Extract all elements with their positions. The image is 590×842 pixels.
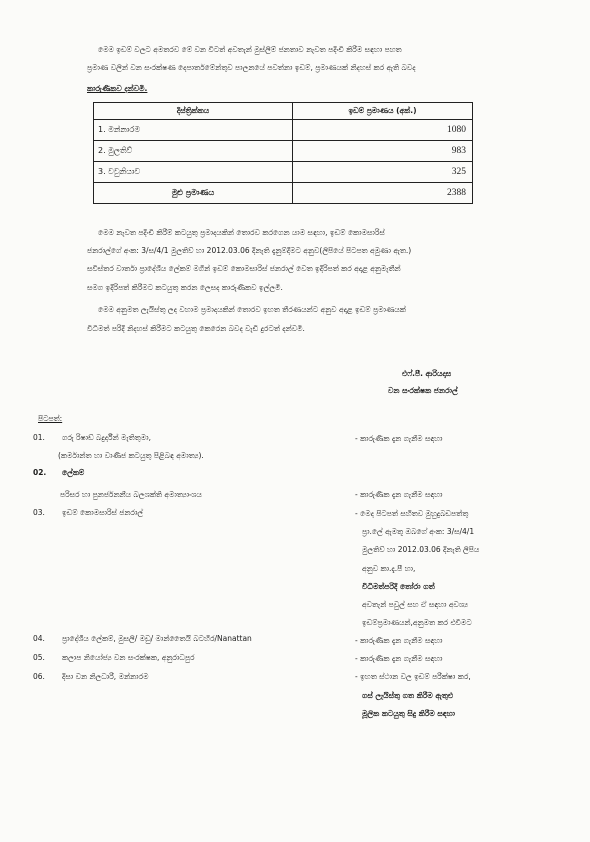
district-cell: 3. වවුනියාව xyxy=(94,162,293,183)
cc-item-purpose-continued: ප්‍රා.ලේ ඇමතූ ඔබගේ අංක: 3/ස/4/1 xyxy=(362,527,475,536)
para2-line-3: සවිස්තර වාර්තා ප්‍රාදේශීය ලේකම් මගින් ඉඩම් කොමසාරිස් ජනරාල් වෙත ඉදිරිපත් කර අදාළ අනුමැතීන් xyxy=(87,264,401,273)
cc-item-recipient: ඉඩම් කොමසාරිස් ජනරාල් xyxy=(62,508,144,517)
para3-line-2: විධිමත් පරිදි නිදහස් කිරීමට කටයුතු කෙරෙන බවද වැඩි දුරටත් දන්වමි. xyxy=(87,324,305,333)
cc-item-purpose: - මෙද පිටපත් සහිතව මුහුදුබඩපත්තු xyxy=(355,509,469,518)
para2-line-1: මෙම නැවත පදිංචි කිරීම් කටයුතු ප්‍රමාදයකින් තොරව කරගෙන යාම සඳහා, ඉඩම් කොමසාරිස් xyxy=(98,228,385,237)
cc-item-purpose: - කාරුණික දැන ගැනීම සඳහා xyxy=(355,654,443,663)
cc-item-purpose-continued: මූලික කටයුතු සිදු කිරීම සඳහා xyxy=(362,709,455,718)
cc-item-number: 04. xyxy=(33,634,45,643)
extent-column-header: ඉඩම් ප්‍රමාණය (අක්.) xyxy=(293,103,473,120)
extent-cell: 1080 xyxy=(293,120,473,141)
cc-item-purpose: - කාරුණික දැන ගැනීම සඳහා xyxy=(355,636,443,645)
cc-item-number: 02. xyxy=(33,468,47,477)
total-label-cell: මුළු ප්‍රමාණය xyxy=(94,183,293,204)
district-column-header: දිස්ත්‍රික්කය xyxy=(94,103,293,120)
cc-item-purpose: - කාරුණික දැන ගැනීම සඳහා xyxy=(355,490,443,499)
extent-cell: 325 xyxy=(293,162,473,183)
cc-item-purpose-continued: ඉඩම්ප්‍රමාණයන්,අනුමත කර එවීමට xyxy=(362,618,472,627)
table-total-row xyxy=(94,183,473,204)
cc-item-recipient: ප්‍රාදේශීය ලේකම්, මුසලි/ මඩු/ මාන්තෛයි බටහිර/Nanattan xyxy=(62,634,252,643)
cc-item-purpose-continued: විධිමත්පරිදි තෝරා ගත් xyxy=(362,582,435,591)
cc-item-recipient: කලාප නියෝජ්‍ය වන සංරක්ෂක, අනුරාධපුර xyxy=(62,653,195,662)
intro-line-3: කාරුණිකව දන්වමි. xyxy=(87,84,148,93)
cc-heading: පිටපත්: xyxy=(38,414,63,423)
para2-line-4: සමග ඉදිරිපත් කිරීමට කටයුතු කරන ලෙසද කාරුණිකව ඉල්ලමි. xyxy=(87,283,283,292)
cc-item-purpose-continued: අනුව කා.දැ.පී හා, xyxy=(362,564,416,573)
cc-item-purpose-continued: මුලතිව් හා 2012.03.06 දිනැති ලිපිය xyxy=(362,545,480,554)
cc-item-recipient-detail: පරිසර හා පුනර්ජනනීය බලශක්ති අමාත්‍යාංශය xyxy=(60,490,202,499)
cc-item-purpose: - ඉහත ස්ථාන වල ඉඩම් පරීක්ෂා කර, xyxy=(355,672,471,681)
para2-line-2: ජනරාල්ගේ අංක: 3/ස/4/1 මුලතිව් හා 2012.03.06 දිනැති දැනුම්දීමට අනුව(ලිපියේ පිටපත අමුණා ඇත.) xyxy=(87,246,412,255)
cc-item-recipient: ලේකම් xyxy=(62,468,85,477)
table-row xyxy=(94,162,473,183)
intro-line-2: ප්‍රමාණ වලින් වන සංරක්ෂණ දෙපාර්තමේන්තුව පාලනයේ පවත්නා ඉඩම්, ප්‍රමාණයක් නිදහස් කර ඇති බවද xyxy=(87,63,416,72)
total-value-cell: 2388 xyxy=(293,183,473,204)
table-row xyxy=(94,141,473,162)
para3-line-1: මෙම අනුමත ලැයිස්තු ලද වහාම ප්‍රමාදයකින් තොරව ඉහත තීරණයන්ට අනුව අදාළ ඉඩම් ප්‍රමාණයක් xyxy=(98,305,406,314)
cc-item-number: 01. xyxy=(33,433,45,442)
table-header-row xyxy=(94,103,473,120)
intro-line-1: මෙම ඉඩම් වලට අමතරව මේ වන විටත් අවතැන් මුස්ලිම් ජනතාව නැවත පදිංචි කිරීම සඳහා පහත xyxy=(98,45,402,54)
cc-item-number: 05. xyxy=(33,653,45,662)
table-row xyxy=(94,120,473,141)
cc-item-recipient: දිසා වන නිලධාරී, මන්නාරම xyxy=(62,672,149,681)
cc-item-recipient: ගරු රිෂාඩ් බදුර්දීන් මැතිතුමා, xyxy=(62,433,151,442)
cc-item-purpose-continued: ගස් ලැයිස්තු ගත කිරීම ඇතුළු xyxy=(362,691,454,700)
district-cell: 1. මන්නාරම xyxy=(94,120,293,141)
cc-item-number: 06. xyxy=(33,672,45,681)
district-cell: 2. මුලතිව් xyxy=(94,141,293,162)
cc-item-recipient-detail: (කර්මාන්ත හා වාණිජ කටයුතු පිළිබඳ අමාත්‍ය). xyxy=(58,451,204,460)
cc-item-number: 03. xyxy=(33,508,45,517)
cc-item-purpose: - කාරුණික දැන ගැනීම සඳහා xyxy=(355,434,443,443)
extent-cell: 983 xyxy=(293,141,473,162)
land-extent-table xyxy=(93,102,473,204)
cc-item-purpose-continued: අවතැන් පවුල් සහ ඒ සඳහා අවශ්‍ය xyxy=(362,600,468,609)
signatory-title: වන සංරක්ෂක ජනරාල් xyxy=(388,386,458,395)
signatory-name: එෆ්.පී. ආරියදාස xyxy=(402,369,452,378)
